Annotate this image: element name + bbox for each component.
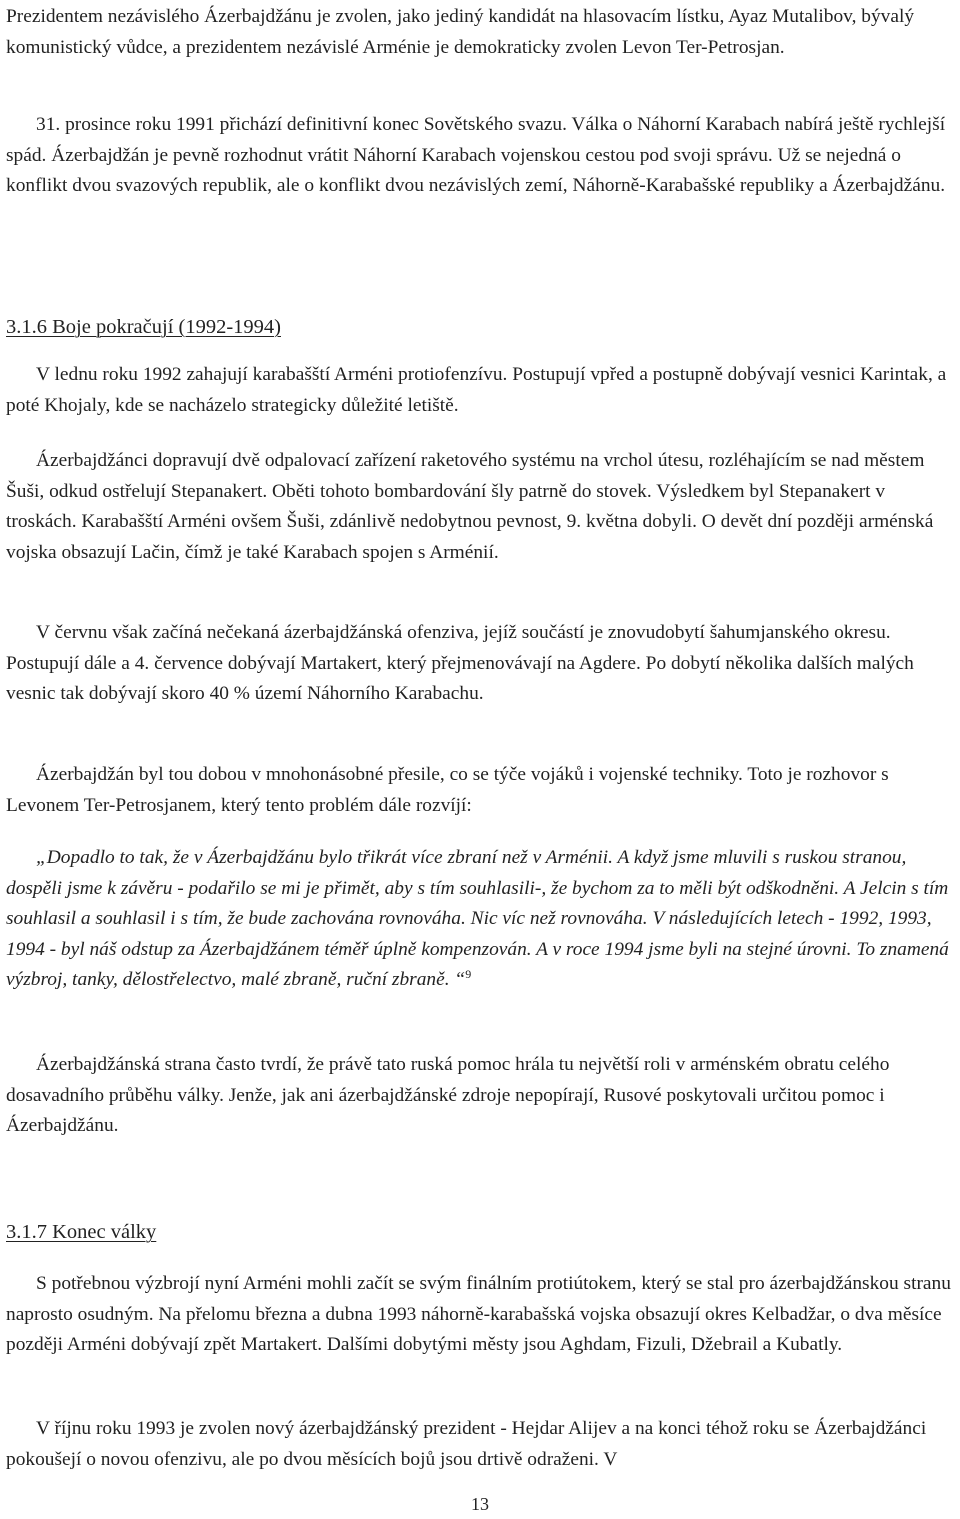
section-heading-3-1-6: 3.1.6 Boje pokračují (1992-1994) (6, 316, 281, 338)
paragraph-ofenziva: V červnu však začíná nečekaná ázerbajdžánská ofenziva, jejíž součástí je znovudobytí šahumjanského okresu. Postupují dále a 4. července dobývají Martakert, který přejmenovávají na Agdere. Po dobytí několika dalších malých vesnic tak dobývají skoro 40 % území Náhorního Karabachu. (6, 622, 914, 705)
footnote-marker: 9 (465, 967, 472, 982)
paragraph-konec-svazu: 31. prosince roku 1991 přichází definitivní konec Sovětského svazu. Válka o Náhorní Karabach nabírá ještě rychlejší spád. Ázerbajdžán je pevně rozhodnut vrátit Náhorní Karabach vojenskou cestou pod svoji správu. Už se nejedná o konflikt dvou svazových republik, ale o konflikt dvou nezávislých zemí, Náhorně-Karabašské republiky a Ázerbajdžánu. (6, 114, 946, 197)
paragraph-susi: Ázerbajdžánci dopravují dvě odpalovací zařízení raketového systému na vrchol útesu, rozléhajícím se nad městem Šuši, odkud ostřelují Stepanakert. Oběti tohoto bombardování šly patrně do stovek. Výsledkem byl Stepanakert v troskách. Karabašští Arméni ovšem Šuši, zdánlivě nedobytnou pevnost, 9. května dobyli. O devět dní později arménská vojska obsazují Lačin, čímž je také Karabach spojen s Arménií. (6, 450, 934, 563)
paragraph-protiofenziva: V lednu roku 1992 zahajují karabašští Arméni protiofenzívu. Postupují vpřed a postupně dobývají vesnici Karintak, a poté Khojaly, kde se nacházelo strategicky důležité letiště. (6, 364, 947, 416)
paragraph-protiutok: S potřebnou výzbrojí nyní Arméni mohli začít se svým finálním protiútokem, který se stal pro ázerbajdžánskou stranu naprosto osudným. Na přelomu března a dubna 1993 náhorně-karabašská vojska obsazují okres Kelbadžar, o dva měsíce později Arméni dobývají zpět Martakert. Dalšími dobytými městy jsou Aghdam, Fizuli, Džebrail a Kubatly. (6, 1273, 951, 1356)
quote-ter-petrosjan (6, 843, 954, 996)
page-number: 13 (471, 1494, 489, 1514)
paragraph-ruska-pomoc: Ázerbajdžánská strana často tvrdí, že právě tato ruská pomoc hrála tu největší roli v arménském obratu celého dosavadního průběhu války. Jenže, jak ani ázerbajdžánské zdroje nepopírají, Rusové poskytovali určitou pomoc i Ázerbajdžánu. (6, 1054, 890, 1137)
quote-text: „Dopadlo to tak, že v Ázerbajdžánu bylo třikrát více zbraní než v Arménii. A když jsme mluvili s ruskou stranou, dospěli jsme k závěru - podařilo se mi je přimět, aby s tím souhlasili-, že bychom za to měli být odškodněni. A Jelcin s tím souhlasil a souhlasil i s tím, že bude zachována rovnováha. Nic víc než rovnováha. V následujících letech - 1992, 1993, 1994 - byl náš odstup za Ázerbajdžánem téměř úplně kompenzován. A v roce 1994 jsme byli na stejné úrovni. To znamená výzbroj, tanky, dělostřelectvo, malé zbraně, ruční zbraně. “ (6, 847, 949, 991)
paragraph-alijev: V říjnu roku 1993 je zvolen nový ázerbajdžánský prezident - Hejdar Alijev a na konci téhož roku se Ázerbajdžánci pokoušejí o novou ofenzivu, ale po dvou měsících bojů jsou drtivě odraženi. V (6, 1418, 927, 1470)
section-heading-3-1-7: 3.1.7 Konec války (6, 1221, 157, 1243)
paragraph-prezident: Prezidentem nezávislého Ázerbajdžánu je zvolen, jako jediný kandidát na hlasovacím lístku, Ayaz Mutalibov, bývalý komunistický vůdce, a prezidentem nezávislé Arménie je demokraticky zvolen Levon Ter-Petrosjan. (6, 6, 915, 58)
paragraph-presila: Ázerbajdžán byl tou dobou v mnohonásobné přesile, co se týče vojáků i vojenské techniky. Toto je rozhovor s Levonem Ter-Petrosjanem, který tento problém dále rozvíjí: (6, 764, 889, 816)
